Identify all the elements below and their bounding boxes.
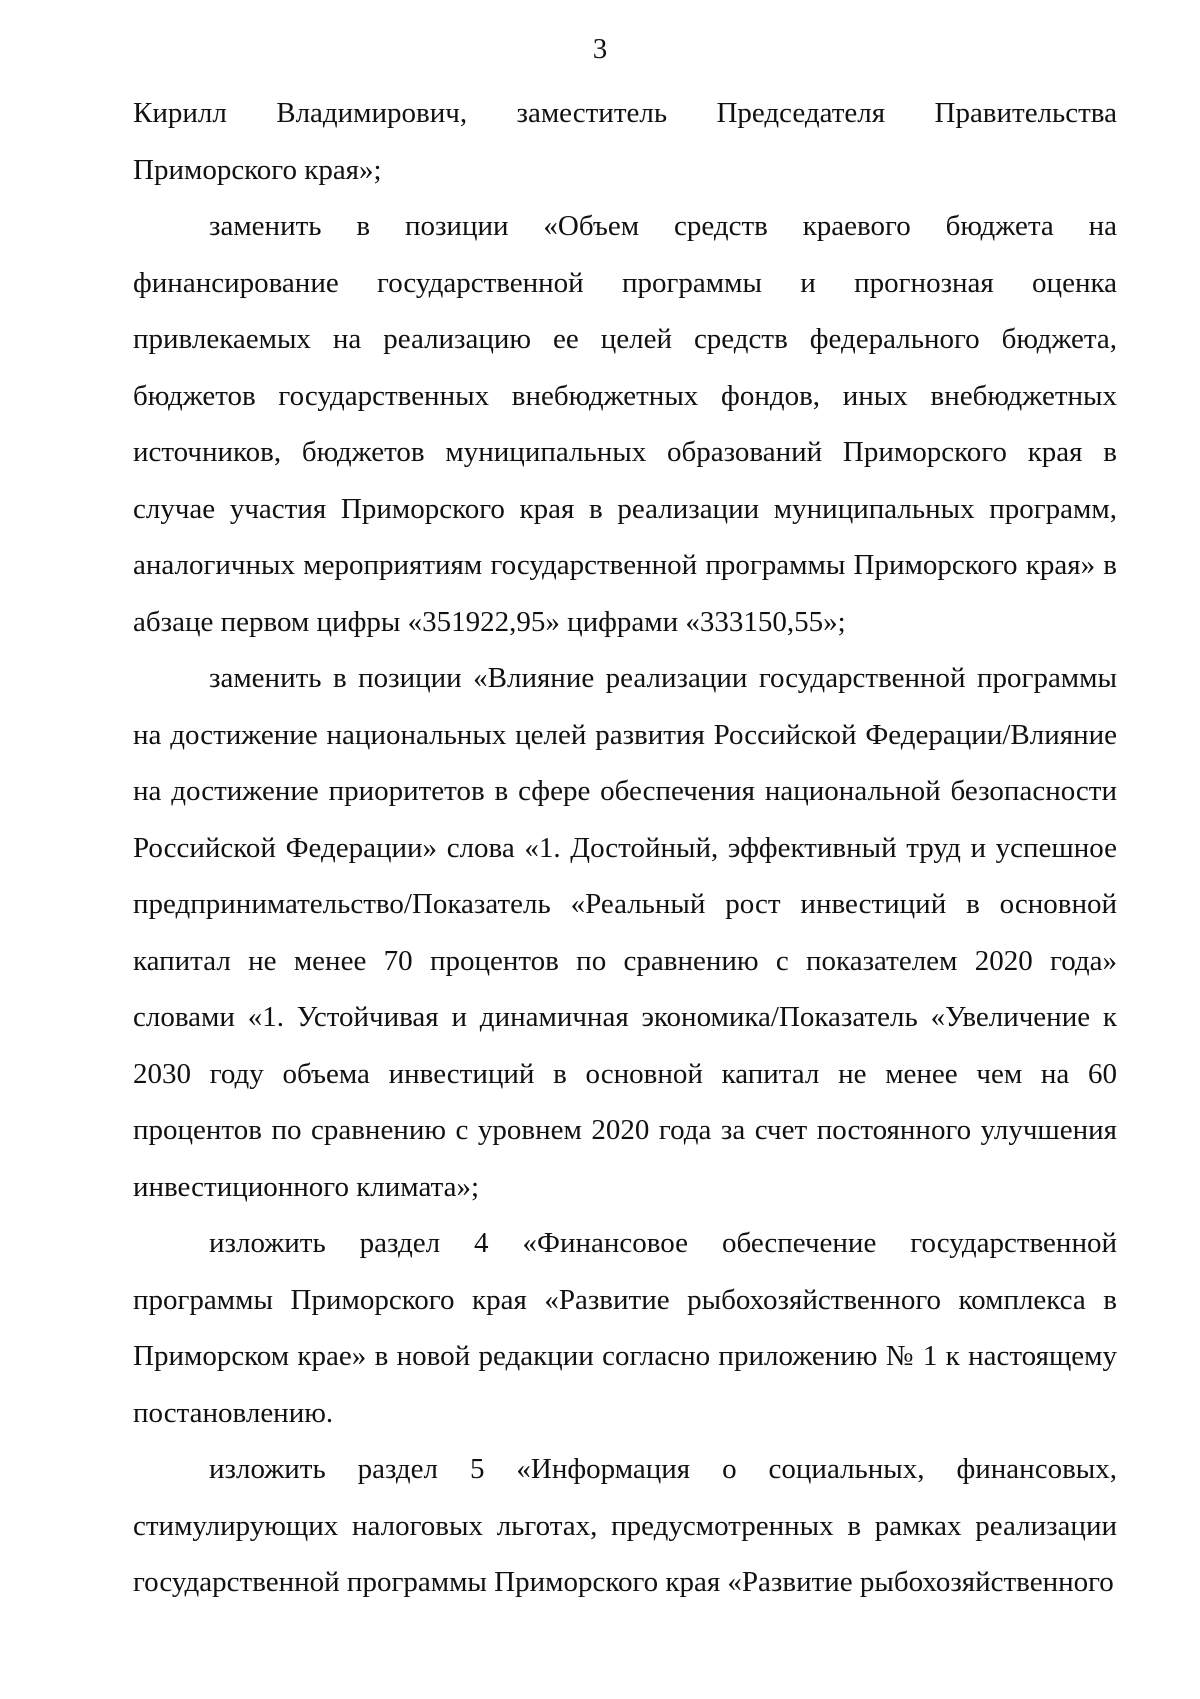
paragraph-section-5-amendment: изложить раздел 5 «Информация о социальных, финансовых, стимулирующих налоговых льготах, предусмотренных в рамках реализации государственной программы Приморского края «Развитие рыбохозяйственного (133, 1453, 1117, 1598)
paragraph-national-goals-amendment: заменить в позиции «Влияние реализации государственной программы на достижение национальных целей развития Российской Федерации/Влияние на достижение приоритетов в сфере обеспечения национальной безопасности Российской Федерации» слова «1. Достойный, эффективный труд и успешное предпринимательство/Показатель «Реальный рост инвестиций в основной капитал не менее 70 процентов по сравнению с показателем 2020 года» словами «1. Устойчивая и динамичная экономика/Показатель «Увеличение к 2030 году объема инвестиций в основной капитал не менее чем на 60 процентов по сравнению с уровнем 2020 года за счет постоянного улучшения инвестиционного климата»; (133, 662, 1117, 1203)
page-number: 3 (592, 33, 608, 65)
paragraph-section-4-amendment: изложить раздел 4 «Финансовое обеспечение государственной программы Приморского края «Развитие рыбохозяйственного комплекса в Приморском крае» в новой редакции согласно приложению № 1 к настоящему постановлению. (133, 1227, 1117, 1429)
paragraph-continuation: Кирилл Владимирович, заместитель Председателя Правительства Приморского края»; (133, 97, 1117, 186)
paragraph-budget-amendment: заменить в позиции «Объем средств краевого бюджета на финансирование государственной программы и прогнозная оценка привлекаемых на реализацию ее целей средств федерального бюджета, бюджетов государственных внебюджетных фондов, иных внебюджетных источников, бюджетов муниципальных образований Приморского края в случае участия Приморского края в реализации муниципальных программ, аналогичных мероприятиям государственной программы Приморского края» в абзаце первом цифры «351922,95» цифрами «333150,55»; (133, 210, 1117, 638)
document-body (133, 85, 1117, 1611)
